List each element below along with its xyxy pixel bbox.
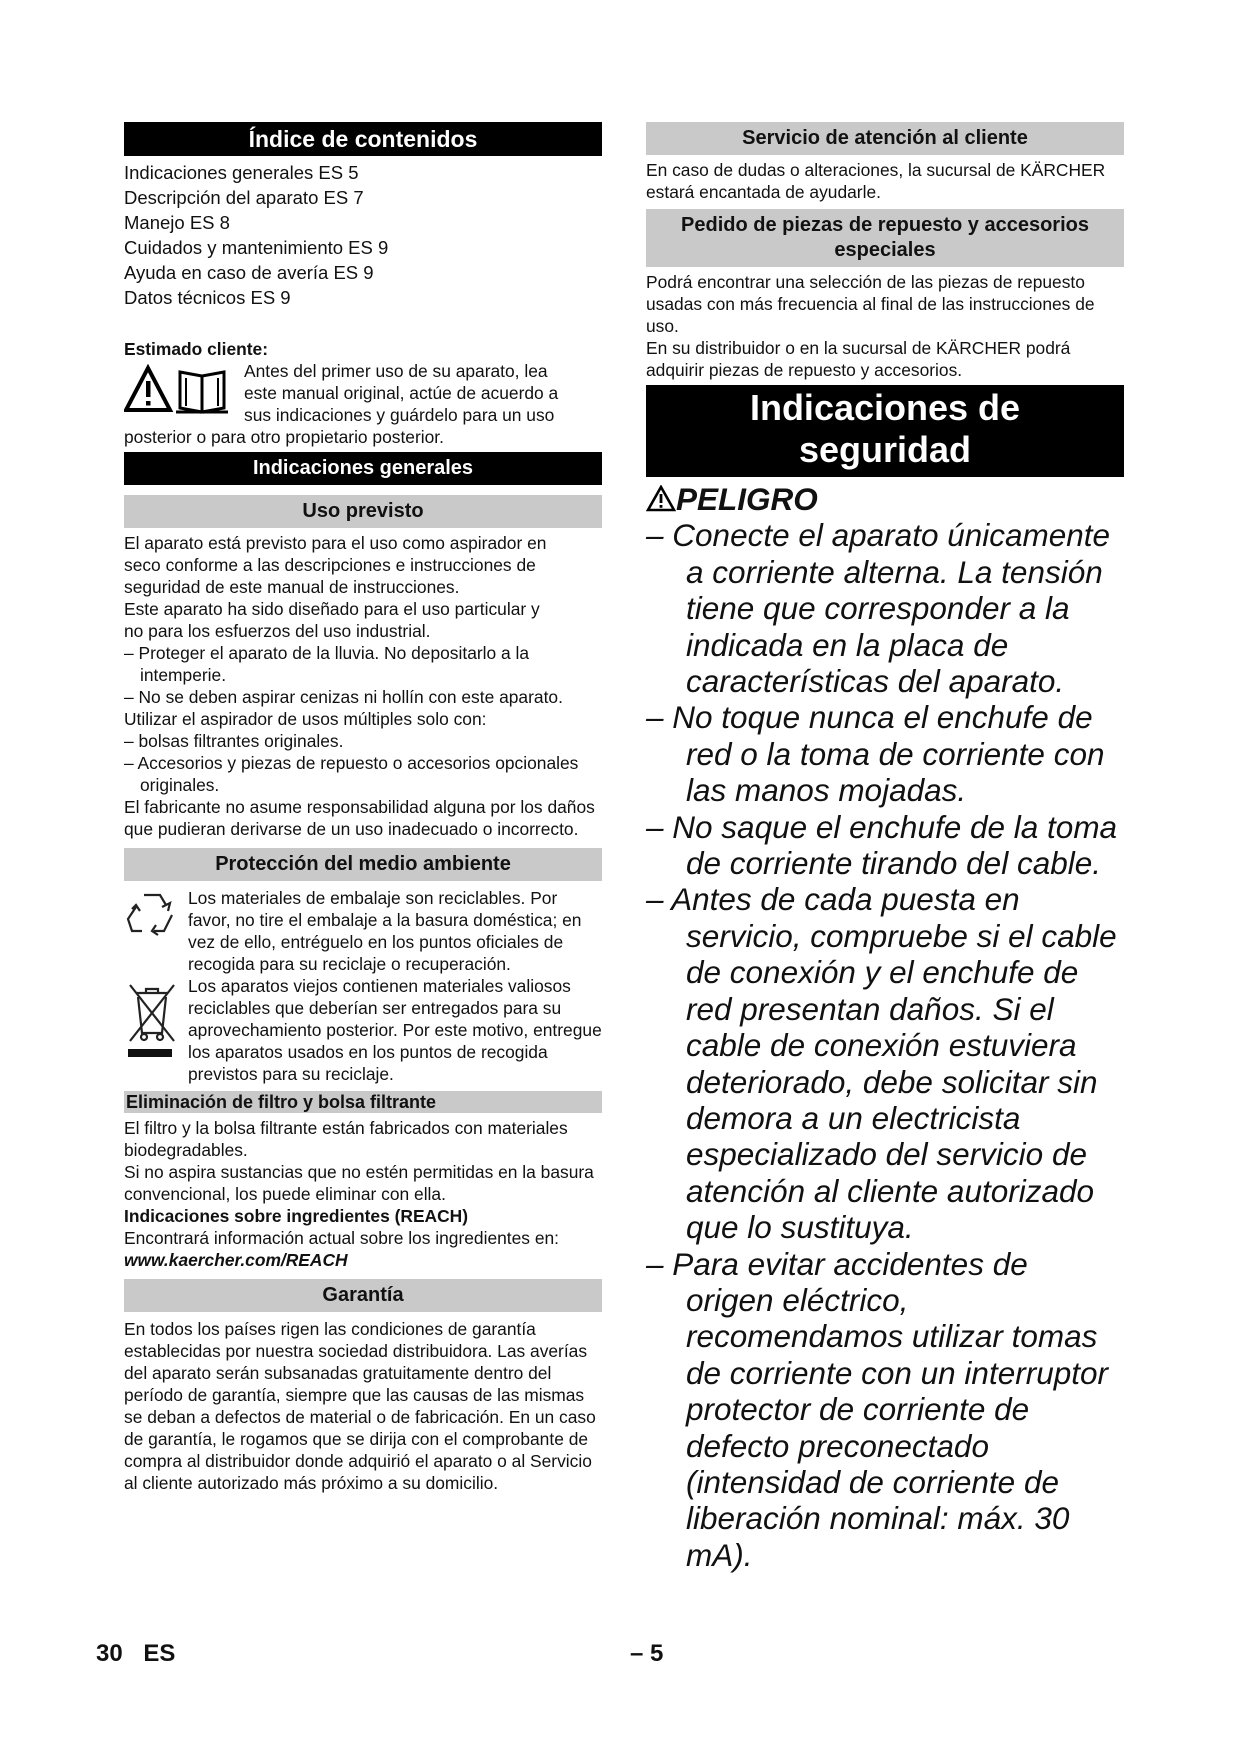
paragraph-line: no para los esfuerzos del uso industrial.	[124, 621, 431, 641]
paragraph: Si no aspira sustancias que no estén permitidas en la basura convencional, los puede eliminar con ella.	[124, 1162, 594, 1204]
page-number: 30	[96, 1640, 123, 1667]
paragraph-line: Este aparato ha sido diseñado para el uso particular y	[124, 599, 540, 619]
paragraph: Encontrará información actual sobre los ingredientes en:	[124, 1228, 560, 1248]
safety-item: – Conecte el aparato únicamente a corriente alterna. La tensión tiene que corresponder a la indicada en la placa de características del aparato.	[646, 517, 1111, 700]
reach-heading: Indicaciones sobre ingredientes (REACH)	[124, 1206, 469, 1226]
paragraph: El fabricante no asume responsabilidad alguna por los daños que pudieran derivarse de un uso inadecuado o incorrecto.	[124, 797, 595, 839]
parts-text: En su distribuidor o en la sucursal de KÄRCHER podrá adquirir piezas de repuesto y accesorios.	[646, 338, 1071, 380]
recycle-text: Los materiales de embalaje son reciclables. Por favor, no tire el embalaje a la basura doméstica; en vez de ello, entréguelo en los puntos oficiales de recogida para su reciclaje o recuperación.	[188, 888, 582, 974]
danger-label	[646, 481, 1124, 517]
use-heading: Uso previsto	[124, 495, 602, 528]
recycling-icon	[124, 889, 180, 941]
weee-block	[124, 975, 602, 1085]
reach-link[interactable]: www.kaercher.com/REACH	[124, 1250, 348, 1270]
intro-line: sus indicaciones y guárdelo para un uso	[244, 405, 555, 425]
intro-line: este manual original, actúe de acuerdo a	[244, 383, 559, 403]
safety-item-text: No saque el enchufe de la toma de corriente tirando del cable.	[672, 808, 1118, 882]
table-of-contents	[124, 160, 602, 310]
parts-heading: Pedido de piezas de repuesto y accesorios especiales	[646, 209, 1124, 267]
bullet-item: – Accesorios y piezas de repuesto o accesorios opcionales originales.	[124, 753, 579, 795]
toc-item[interactable]: Manejo ES 8	[124, 212, 230, 233]
safety-item-text: No toque nunca el enchufe de red o la toma de corriente con las manos mojadas.	[672, 699, 1105, 809]
service-text: En caso de dudas o alteraciones, la sucursal de KÄRCHER estará encantada de ayudarle.	[646, 160, 1106, 202]
paragraph: El filtro y la bolsa filtrante están fabricados con materiales biodegradables.	[124, 1118, 568, 1160]
left-column	[124, 122, 602, 1494]
service-heading: Servicio de atención al cliente	[646, 122, 1124, 155]
paragraph-line: seguridad de este manual de instrucciones.	[124, 577, 460, 597]
general-heading: Indicaciones generales	[124, 452, 602, 485]
toc-item[interactable]: Datos técnicos ES 9	[124, 287, 291, 308]
toc-item[interactable]: Descripción del aparato ES 7	[124, 187, 364, 208]
use-section	[124, 532, 602, 840]
warranty-text: En todos los países rigen las condiciones de garantía establecidas por nuestra sociedad distribuidora. Las averías del aparato serán subsanadas gratuitamente dentro del período de garantía, siempre que las causas de las mismas se deban a defectos de material o de fabricación. En un caso de garantía, le rogamos que se dirija con el comprobante de compra al distribuidor donde adquirió el aparato o al Servicio al cliente autorizado más próximo a su domicilio.	[124, 1319, 596, 1493]
language-code: ES	[143, 1640, 176, 1667]
filter-heading: Eliminación de filtro y bolsa filtrante	[124, 1091, 602, 1113]
paragraph-line: seco conforme a las descripciones e instrucciones de	[124, 555, 536, 575]
crossed-bin-icon	[124, 979, 180, 1059]
environment-heading: Protección del medio ambiente	[124, 848, 602, 881]
intro-last-line: posterior o para otro propietario posterior.	[124, 427, 444, 447]
warranty-heading: Garantía	[124, 1279, 602, 1312]
parts-text: Podrá encontrar una selección de las piezas de repuesto usadas con más frecuencia al final de las instrucciones de uso.	[646, 272, 1095, 336]
safety-heading-line: seguridad	[798, 429, 972, 470]
greeting: Estimado cliente:	[124, 339, 268, 359]
intro-line: Antes del primer uso de su aparato, lea	[244, 361, 548, 381]
warning-triangle-icon	[646, 485, 676, 512]
safety-item-text: Antes de cada puesta en servicio, compruebe si el cable de conexión y el enchufe de red presentan daños. Si el cable de conexión estuviera deteriorado, debe solicitar sin demora a un electricista especializado del servicio de atención al cliente autorizado que lo sustituya.	[671, 881, 1117, 1246]
warning-manual-icon	[124, 364, 234, 416]
safety-item: – Para evitar accidentes de origen eléctrico, recomendamos utilizar tomas de corriente con un interruptor protector de corriente de defecto preconectado (intensidad de corriente de liberación nominal: máx. 30 mA).	[646, 1245, 1108, 1573]
weee-text: Los aparatos viejos contienen materiales valiosos reciclables que deberían ser entregados para su aprovechamiento posterior. Por este motivo, entregue los aparatos usados en los puntos de recogida previstos para su reciclaje.	[188, 976, 602, 1084]
paragraph-line: Utilizar el aspirador de usos múltiples solo con:	[124, 709, 487, 729]
paragraph-line: El aparato está previsto para el uso como aspirador en	[124, 533, 547, 553]
danger-text: PELIGRO	[676, 481, 818, 517]
toc-item[interactable]: Indicaciones generales ES 5	[124, 162, 359, 183]
bullet-item: – Proteger el aparato de la lluvia. No depositarlo a la intemperie.	[124, 643, 530, 685]
intro-block	[124, 360, 602, 426]
toc-item[interactable]: Cuidados y mantenimiento ES 9	[124, 237, 389, 258]
safety-item: – No saque el enchufe de la toma de corriente tirando del cable.	[646, 808, 1118, 882]
safety-heading-line: Indicaciones de	[749, 387, 1021, 428]
safety-item-text: Para evitar accidentes de origen eléctrico, recomendamos utilizar tomas de corriente con un interruptor protector de corriente de defecto preconectado (intensidad de corriente de liberación nominal: máx. 30 mA).	[672, 1245, 1108, 1573]
safety-item-text: Conecte el aparato únicamente a corriente alterna. La tensión tiene que corresponder a la indicada en la placa de características del aparato.	[672, 517, 1111, 700]
bullet-item: – No se deben aspirar cenizas ni hollín con este aparato.	[124, 687, 563, 707]
page-number-left	[96, 1640, 175, 1668]
page-number-center: – 5	[630, 1640, 664, 1667]
toc-heading: Índice de contenidos	[124, 122, 602, 156]
right-column	[646, 122, 1124, 1573]
danger-section	[646, 481, 1124, 1573]
bullet-item: – bolsas filtrantes originales.	[124, 731, 344, 751]
recycle-block	[124, 887, 602, 975]
safety-item: – Antes de cada puesta en servicio, compruebe si el cable de conexión y el enchufe de red presentan daños. Si el cable de conexión estuviera deteriorado, debe solicitar sin demora a un electricista especializado del servicio de atención al cliente autorizado que lo sustituya.	[646, 881, 1117, 1246]
safety-heading	[646, 385, 1124, 477]
toc-item[interactable]: Ayuda en caso de avería ES 9	[124, 262, 374, 283]
filter-section	[124, 1117, 602, 1271]
safety-item: – No toque nunca el enchufe de red o la toma de corriente con las manos mojadas.	[646, 699, 1105, 809]
